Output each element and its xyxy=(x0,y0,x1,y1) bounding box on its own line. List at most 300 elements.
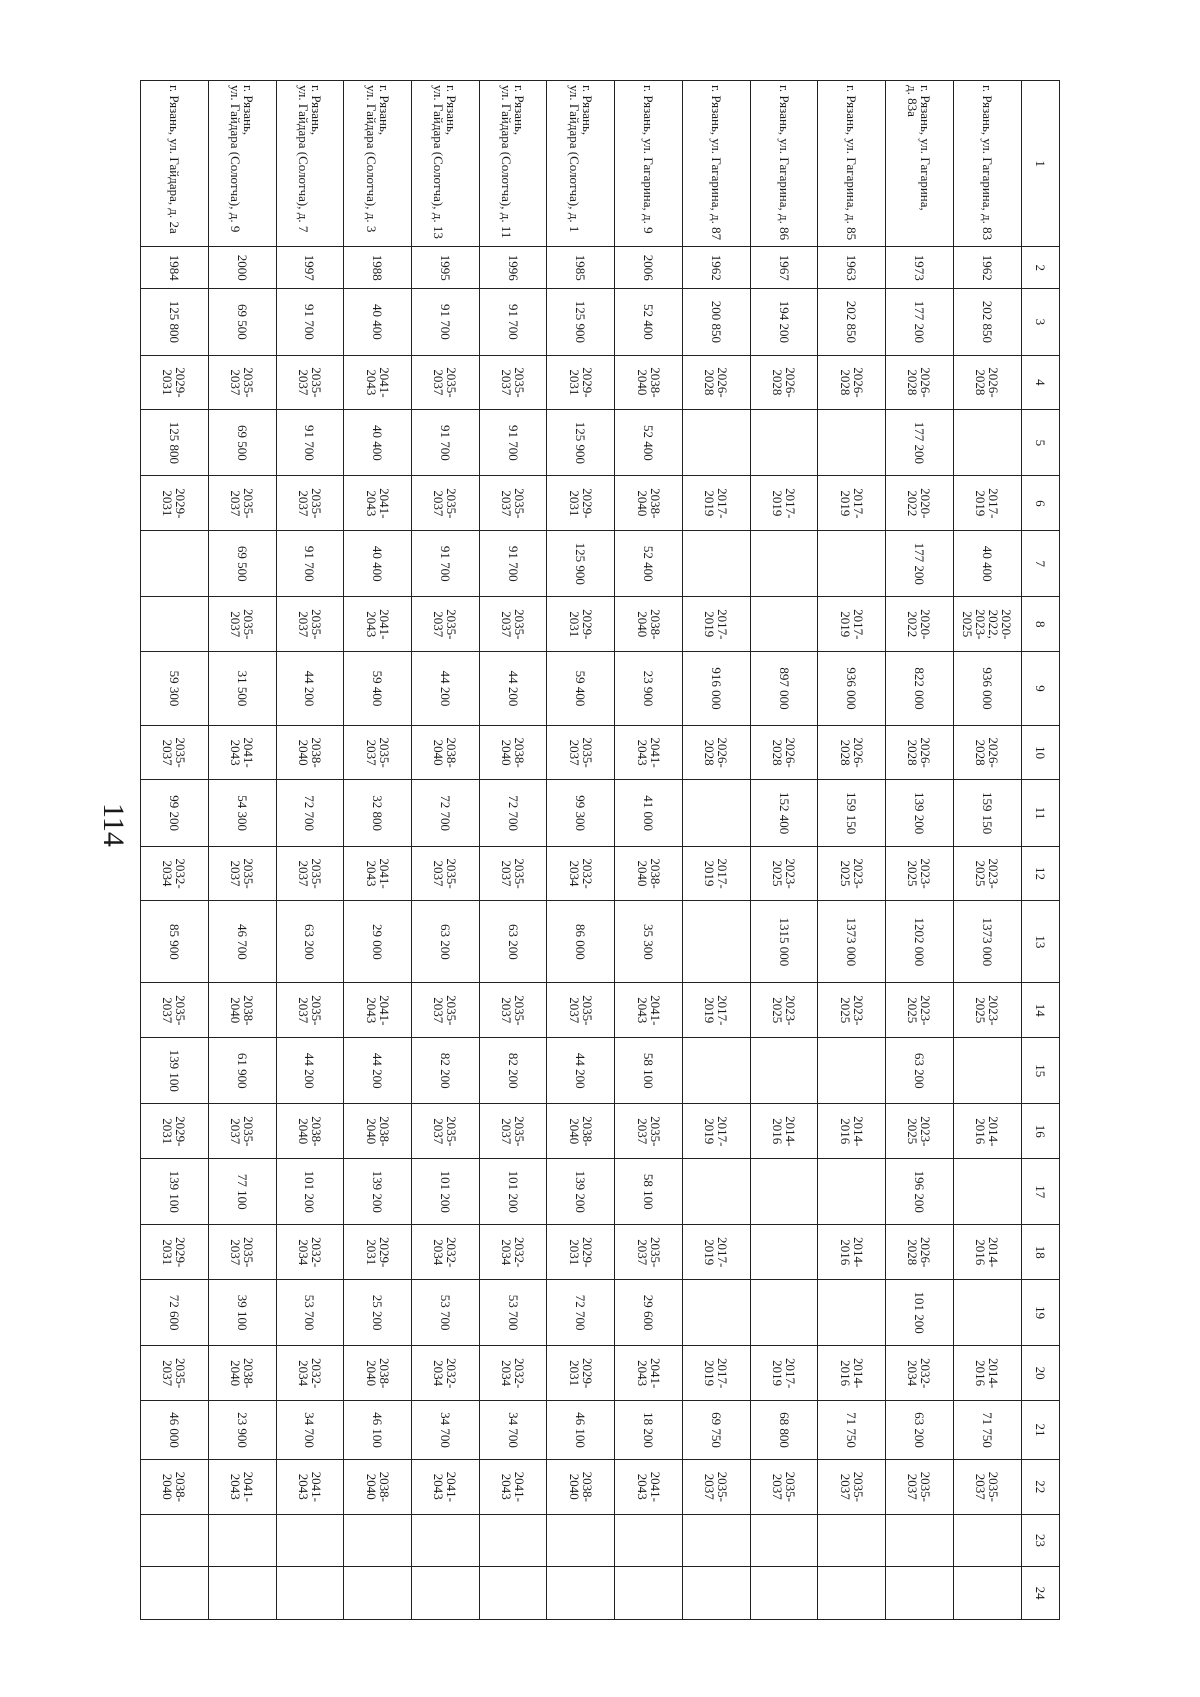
table-cell: 2023- 2025 xyxy=(818,983,886,1038)
table-cell: 1202 000 xyxy=(886,901,954,983)
address-cell: г. Рязань, ул. Гайдара (Солотча), д. 3 xyxy=(344,81,412,247)
table-cell: 46 000 xyxy=(141,1400,209,1459)
table-cell: 69 500 xyxy=(208,410,276,476)
table-cell xyxy=(682,1514,750,1567)
table-cell: 39 100 xyxy=(208,1280,276,1346)
table-row xyxy=(547,81,615,1620)
table-cell: 31 500 xyxy=(208,652,276,726)
table-cell xyxy=(411,1567,479,1620)
table-cell: 822 000 xyxy=(886,652,954,726)
address-cell: г. Рязань, ул. Гайдара, д. 2а xyxy=(141,81,209,247)
table-cell: 54 300 xyxy=(208,780,276,846)
table-cell: 61 900 xyxy=(208,1038,276,1104)
column-number-cell: 11 xyxy=(1021,780,1059,846)
column-number-cell: 15 xyxy=(1021,1038,1059,1104)
table-cell: 194 200 xyxy=(750,289,818,355)
column-number-cell: 16 xyxy=(1021,1104,1059,1159)
table-cell: 2026- 2028 xyxy=(818,725,886,780)
table-cell: 58 100 xyxy=(615,1038,683,1104)
table-cell: 59 300 xyxy=(141,652,209,726)
column-number-cell: 10 xyxy=(1021,725,1059,780)
table-cell: 139 200 xyxy=(547,1159,615,1225)
table-cell xyxy=(750,1038,818,1104)
table-cell: 1373 000 xyxy=(818,901,886,983)
table-cell: 2041- 2043 xyxy=(615,983,683,1038)
table-cell: 2017- 2019 xyxy=(818,476,886,531)
table-cell: 2035- 2037 xyxy=(411,355,479,410)
table-row xyxy=(615,81,683,1620)
table-cell: 2023- 2025 xyxy=(886,846,954,901)
table-cell: 72 600 xyxy=(141,1280,209,1346)
table-cell: 2038- 2040 xyxy=(411,725,479,780)
table-cell: 2000 xyxy=(208,247,276,289)
table-cell: 23 900 xyxy=(208,1400,276,1459)
table-cell: 2038- 2040 xyxy=(547,1459,615,1514)
table-cell: 91 700 xyxy=(411,289,479,355)
table-cell: 2026- 2028 xyxy=(886,355,954,410)
table-cell: 2026- 2028 xyxy=(886,1225,954,1280)
table-cell: 2032- 2034 xyxy=(411,1346,479,1401)
table-cell: 2035- 2037 xyxy=(479,983,547,1038)
table-row xyxy=(141,81,209,1620)
table-cell xyxy=(208,1567,276,1620)
table-cell xyxy=(818,1567,886,1620)
table-cell: 2032- 2034 xyxy=(411,1225,479,1280)
table-cell: 1984 xyxy=(141,247,209,289)
address-cell: г. Рязань, ул. Гагарина, д. 83 xyxy=(953,81,1021,247)
table-cell: 2035- 2037 xyxy=(208,1104,276,1159)
table-cell: 2032- 2034 xyxy=(141,846,209,901)
table-cell: 63 200 xyxy=(886,1038,954,1104)
table-cell: 69 500 xyxy=(208,289,276,355)
table-cell: 2026- 2028 xyxy=(953,725,1021,780)
table-cell: 2017- 2019 xyxy=(682,1104,750,1159)
table-cell: 91 700 xyxy=(411,410,479,476)
table-cell: 29 600 xyxy=(615,1280,683,1346)
table-cell: 2026- 2028 xyxy=(886,725,954,780)
table-cell: 91 700 xyxy=(479,410,547,476)
address-cell: г. Рязань, ул. Гагарина, д. 83а xyxy=(886,81,954,247)
table-row xyxy=(886,81,954,1620)
table-cell: 1985 xyxy=(547,247,615,289)
table-cell xyxy=(344,1514,412,1567)
table-cell: 2041- 2043 xyxy=(344,597,412,652)
table-cell: 2035- 2037 xyxy=(141,983,209,1038)
table-cell: 1315 000 xyxy=(750,901,818,983)
table-cell: 82 200 xyxy=(479,1038,547,1104)
table-cell: 2035- 2037 xyxy=(411,476,479,531)
table-cell xyxy=(276,1567,344,1620)
table-cell: 101 200 xyxy=(276,1159,344,1225)
table-cell: 1963 xyxy=(818,247,886,289)
table-cell: 2041- 2043 xyxy=(208,725,276,780)
table-cell: 2023- 2025 xyxy=(750,846,818,901)
table-cell: 18 200 xyxy=(615,1400,683,1459)
table-cell xyxy=(818,410,886,476)
table-cell: 2026- 2028 xyxy=(682,725,750,780)
table-cell: 177 200 xyxy=(886,289,954,355)
table-cell: 2035- 2037 xyxy=(276,983,344,1038)
table-cell: 2014- 2016 xyxy=(818,1225,886,1280)
table-cell: 2035- 2037 xyxy=(411,597,479,652)
table-cell: 2035- 2037 xyxy=(344,725,412,780)
table-cell: 2035- 2037 xyxy=(276,597,344,652)
table-cell: 2038- 2040 xyxy=(615,846,683,901)
table-cell: 82 200 xyxy=(411,1038,479,1104)
table-cell: 59 400 xyxy=(344,652,412,726)
address-cell: г. Рязань, ул. Гайдара (Солотча), д. 1 xyxy=(547,81,615,247)
table-cell xyxy=(750,410,818,476)
address-cell: г. Рязань, ул. Гагарина, д. 87 xyxy=(682,81,750,247)
table-cell: 2026- 2028 xyxy=(750,355,818,410)
column-number-cell: 7 xyxy=(1021,531,1059,597)
table-cell: 2023- 2025 xyxy=(818,846,886,901)
table-cell: 2029- 2031 xyxy=(344,1225,412,1280)
rotated-table-wrapper xyxy=(140,80,1060,1620)
table-cell xyxy=(818,531,886,597)
table-cell: 40 400 xyxy=(344,289,412,355)
table-cell xyxy=(141,531,209,597)
address-cell: г. Рязань, ул. Гагарина, д. 85 xyxy=(818,81,886,247)
address-cell: г. Рязань, ул. Гагарина, д. 86 xyxy=(750,81,818,247)
table-cell: 2035- 2037 xyxy=(411,983,479,1038)
table-cell: 2035- 2037 xyxy=(141,1346,209,1401)
table-cell: 2029- 2031 xyxy=(547,355,615,410)
column-number-cell: 14 xyxy=(1021,983,1059,1038)
table-cell: 2038- 2040 xyxy=(276,725,344,780)
table-cell: 32 800 xyxy=(344,780,412,846)
table-cell: 2017- 2019 xyxy=(682,983,750,1038)
table-cell: 2035- 2037 xyxy=(818,1459,886,1514)
table-cell: 2029- 2031 xyxy=(547,1225,615,1280)
table-cell xyxy=(818,1038,886,1104)
table-cell: 2014- 2016 xyxy=(953,1104,1021,1159)
table-cell: 2032- 2034 xyxy=(479,1346,547,1401)
table-cell: 2026- 2028 xyxy=(682,355,750,410)
table-cell: 91 700 xyxy=(411,531,479,597)
column-number-cell: 20 xyxy=(1021,1346,1059,1401)
table-cell: 2041- 2043 xyxy=(344,355,412,410)
table-cell: 2017- 2019 xyxy=(682,476,750,531)
table-cell: 52 400 xyxy=(615,531,683,597)
table-cell: 99 200 xyxy=(141,780,209,846)
table-cell: 2026- 2028 xyxy=(818,355,886,410)
table-cell: 68 800 xyxy=(750,1400,818,1459)
table-cell: 2041- 2043 xyxy=(615,1346,683,1401)
address-cell: г. Рязань, ул. Гайдара (Солотча), д. 9 xyxy=(208,81,276,247)
table-cell: 69 750 xyxy=(682,1400,750,1459)
table-cell xyxy=(141,1567,209,1620)
table-cell xyxy=(479,1567,547,1620)
table-cell xyxy=(953,1159,1021,1225)
table-cell xyxy=(750,1567,818,1620)
table-cell: 44 200 xyxy=(344,1038,412,1104)
table-cell: 2032- 2034 xyxy=(547,846,615,901)
table-cell: 936 000 xyxy=(818,652,886,726)
table-cell: 63 200 xyxy=(479,901,547,983)
table-row xyxy=(276,81,344,1620)
table-cell: 2041- 2043 xyxy=(615,725,683,780)
table-cell: 2035- 2037 xyxy=(547,725,615,780)
table-cell: 2041- 2043 xyxy=(479,1459,547,1514)
table-cell: 2035- 2037 xyxy=(547,983,615,1038)
table-cell: 2032- 2034 xyxy=(479,1225,547,1280)
table-cell: 152 400 xyxy=(750,780,818,846)
table-cell: 2035- 2037 xyxy=(411,1104,479,1159)
table-cell: 2041- 2043 xyxy=(411,1459,479,1514)
table-cell: 2035- 2037 xyxy=(276,476,344,531)
table-cell xyxy=(953,1038,1021,1104)
column-number-cell: 9 xyxy=(1021,652,1059,726)
table-cell: 1967 xyxy=(750,247,818,289)
table-cell: 72 700 xyxy=(411,780,479,846)
column-number-cell: 1 xyxy=(1021,81,1059,247)
table-cell: 2029- 2031 xyxy=(547,476,615,531)
table-cell: 2023- 2025 xyxy=(953,846,1021,901)
column-number-cell: 8 xyxy=(1021,597,1059,652)
table-cell: 2017- 2019 xyxy=(750,1346,818,1401)
table-cell: 72 700 xyxy=(479,780,547,846)
table-cell: 2035- 2037 xyxy=(208,476,276,531)
table-cell: 2017- 2019 xyxy=(682,597,750,652)
table-cell: 2038- 2040 xyxy=(208,983,276,1038)
table-cell: 101 200 xyxy=(886,1280,954,1346)
table-cell: 44 200 xyxy=(479,652,547,726)
table-cell: 40 400 xyxy=(344,531,412,597)
table-cell: 2035- 2037 xyxy=(615,1104,683,1159)
table-cell xyxy=(682,410,750,476)
table-cell: 2035- 2037 xyxy=(479,597,547,652)
table-cell: 159 150 xyxy=(953,780,1021,846)
table-cell: 2026- 2028 xyxy=(953,355,1021,410)
table-cell: 2017- 2019 xyxy=(953,476,1021,531)
table-cell: 2006 xyxy=(615,247,683,289)
table-cell: 2017- 2019 xyxy=(682,1225,750,1280)
table-cell xyxy=(953,410,1021,476)
table-cell: 2029- 2031 xyxy=(141,355,209,410)
table-cell: 916 000 xyxy=(682,652,750,726)
table-cell: 63 200 xyxy=(886,1400,954,1459)
table-cell: 77 100 xyxy=(208,1159,276,1225)
table-cell: 101 200 xyxy=(479,1159,547,1225)
table-cell: 139 100 xyxy=(141,1159,209,1225)
table-cell: 125 900 xyxy=(547,531,615,597)
table-cell xyxy=(682,1567,750,1620)
table-cell: 2035- 2037 xyxy=(479,355,547,410)
table-cell: 936 000 xyxy=(953,652,1021,726)
table-cell: 53 700 xyxy=(479,1280,547,1346)
table-cell: 202 850 xyxy=(818,289,886,355)
table-cell: 2038- 2040 xyxy=(141,1459,209,1514)
table-cell: 2038- 2040 xyxy=(615,476,683,531)
column-number-cell: 17 xyxy=(1021,1159,1059,1225)
table-cell: 1988 xyxy=(344,247,412,289)
page-number: 114 xyxy=(97,803,130,847)
table-cell: 2035- 2037 xyxy=(615,1225,683,1280)
table-cell: 71 750 xyxy=(818,1400,886,1459)
table-cell: 125 800 xyxy=(141,289,209,355)
table-cell: 40 400 xyxy=(344,410,412,476)
table-cell: 2014- 2016 xyxy=(750,1104,818,1159)
table-cell xyxy=(750,1280,818,1346)
table-cell xyxy=(750,531,818,597)
table-cell: 2035- 2037 xyxy=(208,355,276,410)
table-cell: 139 100 xyxy=(141,1038,209,1104)
table-cell: 44 200 xyxy=(276,1038,344,1104)
table-cell: 2017- 2019 xyxy=(750,476,818,531)
table-cell: 2035- 2037 xyxy=(479,476,547,531)
column-number-cell: 12 xyxy=(1021,846,1059,901)
table-cell xyxy=(750,1514,818,1567)
table-cell: 53 700 xyxy=(276,1280,344,1346)
table-row xyxy=(682,81,750,1620)
column-number-cell: 2 xyxy=(1021,247,1059,289)
table-cell: 125 900 xyxy=(547,410,615,476)
table-cell: 2023- 2025 xyxy=(953,983,1021,1038)
table-cell xyxy=(344,1567,412,1620)
table-cell: 2041- 2043 xyxy=(276,1459,344,1514)
table-cell: 202 850 xyxy=(953,289,1021,355)
table-cell xyxy=(682,531,750,597)
table-cell: 2035- 2037 xyxy=(479,846,547,901)
address-cell: г. Рязань, ул. Гайдара (Солотча), д. 7 xyxy=(276,81,344,247)
table-cell: 2038- 2040 xyxy=(344,1104,412,1159)
table-row xyxy=(411,81,479,1620)
table-cell: 52 400 xyxy=(615,289,683,355)
table-cell: 99 300 xyxy=(547,780,615,846)
table-cell xyxy=(953,1280,1021,1346)
table-cell: 2023- 2025 xyxy=(750,983,818,1038)
table-cell: 2035- 2037 xyxy=(208,1225,276,1280)
table-cell: 2041- 2043 xyxy=(615,1459,683,1514)
table-cell: 40 400 xyxy=(953,531,1021,597)
table-cell: 72 700 xyxy=(547,1280,615,1346)
table-cell: 2014- 2016 xyxy=(818,1346,886,1401)
table-cell: 2029- 2031 xyxy=(141,1104,209,1159)
column-number-cell: 6 xyxy=(1021,476,1059,531)
table-cell: 2035- 2037 xyxy=(886,1459,954,1514)
column-number-cell: 13 xyxy=(1021,901,1059,983)
column-number-cell: 24 xyxy=(1021,1567,1059,1620)
table-cell: 2038- 2040 xyxy=(547,1104,615,1159)
table-cell xyxy=(953,1567,1021,1620)
table-cell: 59 400 xyxy=(547,652,615,726)
table-cell xyxy=(276,1514,344,1567)
table-cell xyxy=(547,1514,615,1567)
table-cell xyxy=(750,1225,818,1280)
table-cell xyxy=(886,1567,954,1620)
table-cell: 2020- 2022 xyxy=(886,476,954,531)
table-cell: 91 700 xyxy=(276,531,344,597)
table-cell: 177 200 xyxy=(886,531,954,597)
table-cell: 177 200 xyxy=(886,410,954,476)
table-row xyxy=(208,81,276,1620)
table-cell: 125 900 xyxy=(547,289,615,355)
column-number-cell: 5 xyxy=(1021,410,1059,476)
table-cell: 2035- 2037 xyxy=(276,846,344,901)
table-cell: 1997 xyxy=(276,247,344,289)
table-cell: 2032- 2034 xyxy=(276,1346,344,1401)
table-cell: 139 200 xyxy=(886,780,954,846)
table-cell: 2029- 2031 xyxy=(547,597,615,652)
table-cell xyxy=(682,901,750,983)
table-cell xyxy=(818,1514,886,1567)
table-cell: 53 700 xyxy=(411,1280,479,1346)
table-cell: 2038- 2040 xyxy=(344,1346,412,1401)
table-cell: 71 750 xyxy=(953,1400,1021,1459)
table-cell: 139 200 xyxy=(344,1159,412,1225)
table-cell xyxy=(682,1280,750,1346)
column-number-cell: 4 xyxy=(1021,355,1059,410)
column-number-cell: 21 xyxy=(1021,1400,1059,1459)
table-cell: 101 200 xyxy=(411,1159,479,1225)
table-cell: 2035- 2037 xyxy=(208,846,276,901)
table-cell: 2023- 2025 xyxy=(886,1104,954,1159)
table-cell: 46 100 xyxy=(344,1400,412,1459)
table-cell: 1962 xyxy=(682,247,750,289)
table-cell: 2038- 2040 xyxy=(344,1459,412,1514)
table-cell xyxy=(953,1514,1021,1567)
table-cell: 44 200 xyxy=(411,652,479,726)
table-cell: 69 500 xyxy=(208,531,276,597)
table-cell: 1962 xyxy=(953,247,1021,289)
table-cell: 2038- 2040 xyxy=(479,725,547,780)
table-row xyxy=(818,81,886,1620)
table-cell: 2038- 2040 xyxy=(276,1104,344,1159)
table-cell: 58 100 xyxy=(615,1159,683,1225)
table-cell: 25 200 xyxy=(344,1280,412,1346)
table-cell: 2017- 2019 xyxy=(818,597,886,652)
table-row xyxy=(479,81,547,1620)
table-cell: 41 000 xyxy=(615,780,683,846)
table-cell xyxy=(818,1159,886,1225)
table-cell xyxy=(682,1038,750,1104)
column-number-cell: 23 xyxy=(1021,1514,1059,1567)
table-cell xyxy=(615,1514,683,1567)
table-cell: 200 850 xyxy=(682,289,750,355)
table-cell: 2017- 2019 xyxy=(682,1346,750,1401)
table-cell: 2029- 2031 xyxy=(547,1346,615,1401)
table-cell xyxy=(615,1567,683,1620)
table-cell xyxy=(141,597,209,652)
table-cell: 2038- 2040 xyxy=(208,1346,276,1401)
table-cell: 2032- 2034 xyxy=(886,1346,954,1401)
table-cell xyxy=(141,1514,209,1567)
table-cell xyxy=(479,1514,547,1567)
table-cell: 2038- 2040 xyxy=(615,597,683,652)
table-cell: 1373 000 xyxy=(953,901,1021,983)
table-cell: 91 700 xyxy=(276,289,344,355)
address-cell: г. Рязань, ул. Гайдара (Солотча), д. 13 xyxy=(411,81,479,247)
table-cell: 34 700 xyxy=(276,1400,344,1459)
table-cell: 2035- 2037 xyxy=(479,1104,547,1159)
table-cell: 2023- 2025 xyxy=(886,983,954,1038)
table-cell xyxy=(750,597,818,652)
table-cell: 86 000 xyxy=(547,901,615,983)
table-cell: 2014- 2016 xyxy=(953,1225,1021,1280)
table-cell: 125 800 xyxy=(141,410,209,476)
table-cell: 46 100 xyxy=(547,1400,615,1459)
table-cell: 159 150 xyxy=(818,780,886,846)
table-cell: 2026- 2028 xyxy=(750,725,818,780)
table-cell: 897 000 xyxy=(750,652,818,726)
table-cell: 2020- 2022 xyxy=(886,597,954,652)
table-cell: 2035- 2037 xyxy=(682,1459,750,1514)
table-row xyxy=(953,81,1021,1620)
column-number-cell: 19 xyxy=(1021,1280,1059,1346)
table-cell: 91 700 xyxy=(479,289,547,355)
table-cell: 85 900 xyxy=(141,901,209,983)
